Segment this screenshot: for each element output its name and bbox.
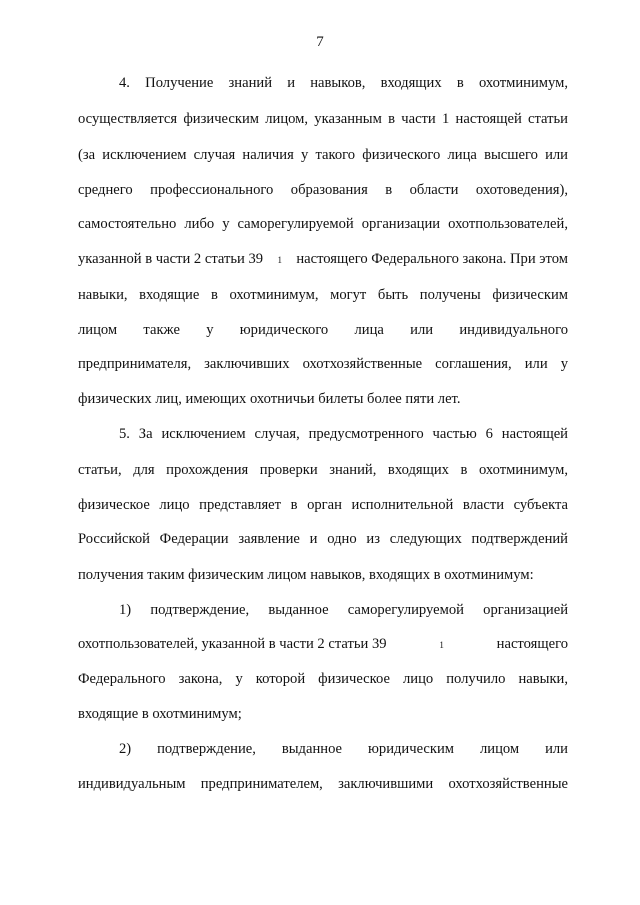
text-line: среднего профессионального образования в области охотоведения),	[78, 182, 568, 198]
text-segment: охотпользователей, указанной в части 2 статьи 39	[78, 636, 387, 652]
text-line: охотпользователей, указанной в части 2 статьи 39 1 настоящего	[78, 636, 568, 652]
text-segment: указанной в части 2 статьи 39	[78, 251, 264, 267]
text-line: (за исключением случая наличия у такого физического лица высшего или	[78, 147, 568, 163]
text-line: 4. Получение знаний и навыков, входящих в охотминимум,	[119, 75, 568, 91]
text-line: 2) подтверждение, выданное юридическим лицом или	[119, 741, 568, 757]
text-line: 1) подтверждение, выданное саморегулируемой организацией	[119, 602, 568, 618]
text-line: Российской Федерации заявление и одно из следующих подтверждений	[78, 531, 568, 547]
text-line: 5. За исключением случая, предусмотренного частью 6 настоящей	[119, 426, 568, 442]
text-line: навыки, входящие в охотминимум, могут быть получены физическим	[78, 287, 568, 303]
text-line: физическое лицо представляет в орган исполнительной власти субъекта	[78, 497, 568, 513]
text-line: физических лиц, имеющих охотничьи билеты более пяти лет.	[78, 391, 461, 407]
text-line: индивидуальным предпринимателем, заключившими охотхозяйственные	[78, 776, 568, 792]
text-line: Федерального закона, у которой физическое лицо получило навыки,	[78, 671, 568, 687]
text-line: указанной в части 2 статьи 39 1 настоящего Федерального закона. При этом	[78, 251, 568, 267]
text-line: статьи, для прохождения проверки знаний, входящих в охотминимум,	[78, 462, 568, 478]
text-segment: настоящего	[496, 636, 568, 652]
page-number: 7	[316, 34, 324, 50]
text-line: получения таким физическим лицом навыков, входящих в охотминимум:	[78, 567, 534, 583]
text-line: предпринимателя, заключивших охотхозяйственные соглашения, или у	[78, 356, 568, 372]
text-segment: настоящего Федерального закона. При этом	[296, 251, 568, 267]
text-line: самостоятельно либо у саморегулируемой организации охотпользователей,	[78, 216, 568, 232]
text-line: входящие в охотминимум;	[78, 706, 242, 722]
text-line: лицом также у юридического лица или индивидуального	[78, 322, 568, 338]
text-line: осуществляется физическим лицом, указанным в части 1 настоящей статьи	[78, 111, 568, 127]
